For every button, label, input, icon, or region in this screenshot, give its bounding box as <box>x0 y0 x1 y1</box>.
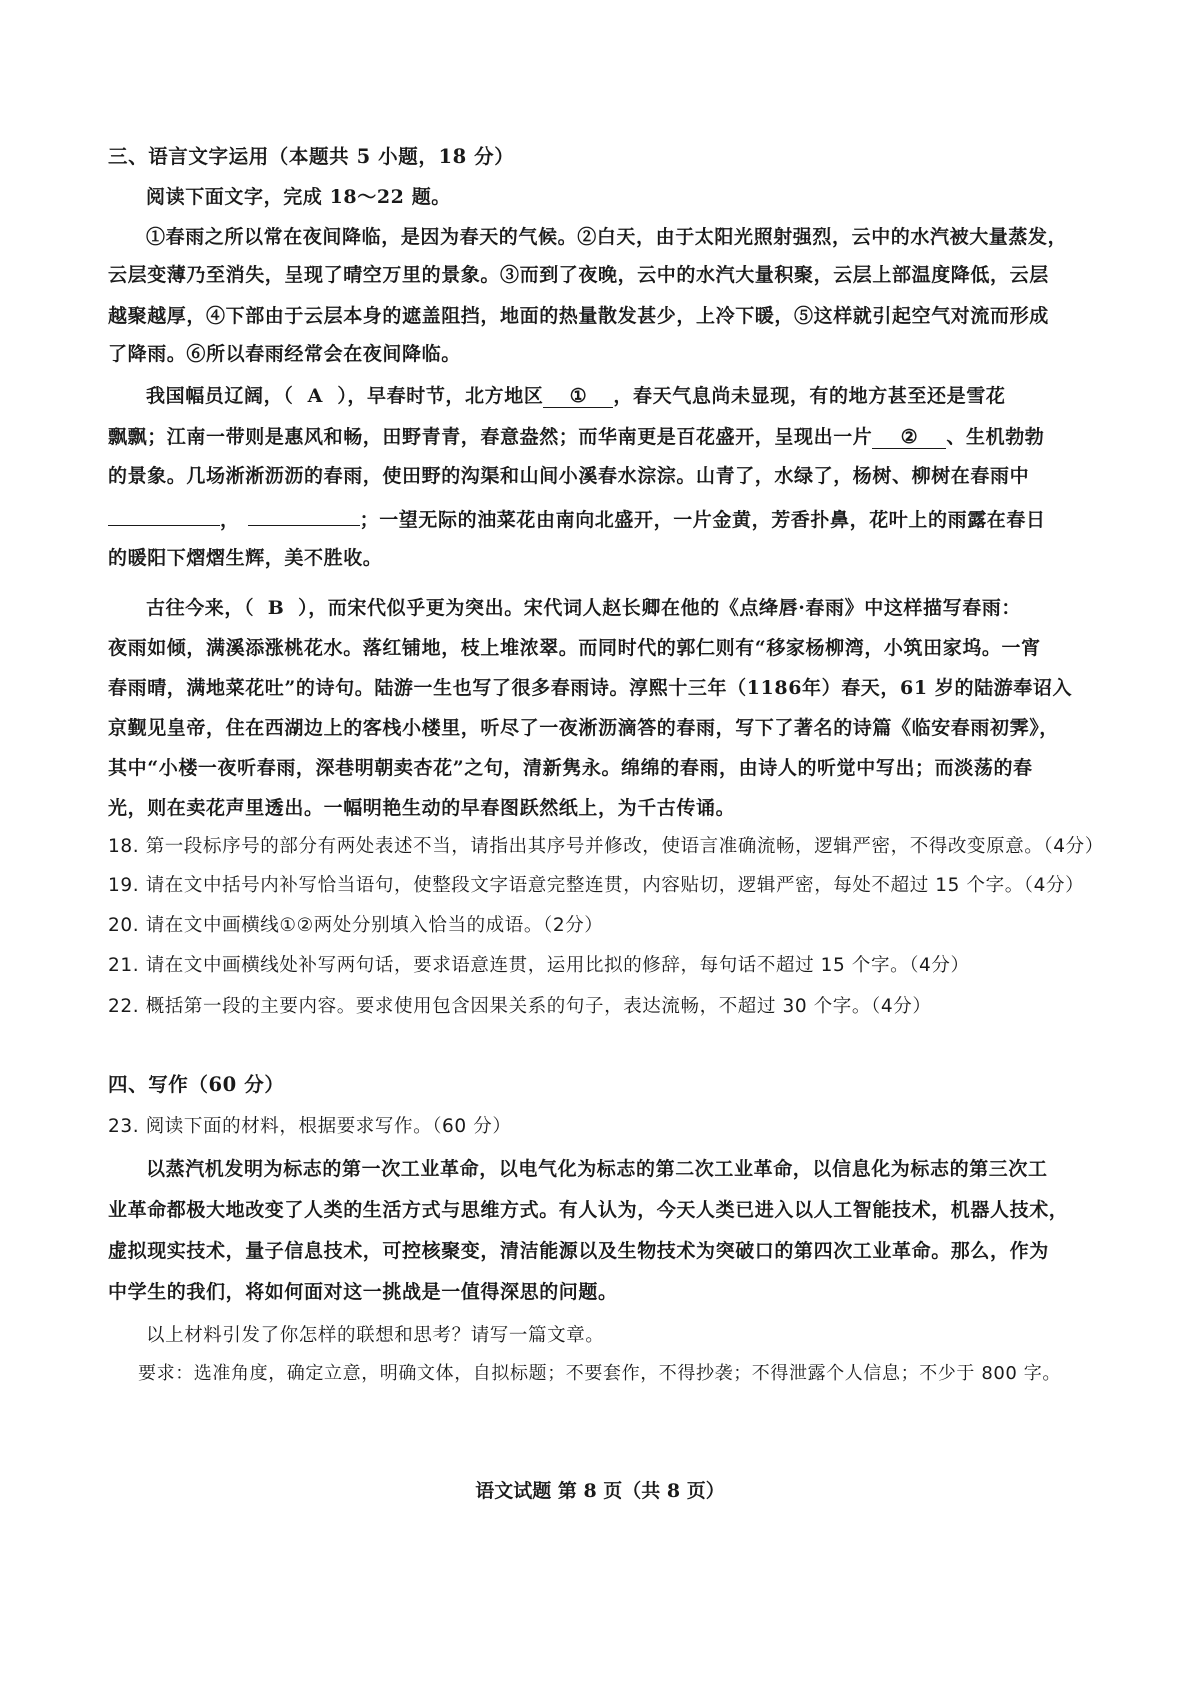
para2-text-f: ；一望无际的油菜花由南向北盛开，一片金黄，芳香扑鼻，花叶上的雨露在春日 <box>359 509 1046 531</box>
para2-line-2 <box>108 423 1148 451</box>
blank-label-b: B <box>267 597 285 619</box>
question-21: 21. 请在文中画横线处补写两句话，要求语意连贯，运用比拟的修辞，每句话不超过 15 个字。（4分） <box>108 955 970 976</box>
para2-line-5: 的暖阳下熠熠生辉，美不胜收。 <box>108 547 383 569</box>
writing-prompt: 以上材料引发了你怎样的联想和思考？请写一篇文章。 <box>146 1325 605 1346</box>
para3-text-b: ），而宋代似乎更为突出。宋代词人赵长卿在他的《点绛唇·春雨》中这样描写春雨： <box>298 597 1022 619</box>
blank-1: ① <box>543 385 613 408</box>
para2-text-a: 我国幅员辽阔，（ <box>146 385 294 407</box>
question-18: 18. 第一段标序号的部分有两处表述不当，请指出其序号并修改，使语言准确流畅，逻辑严密，不得改变原意。（4分） <box>108 836 1104 857</box>
para3-line-5: 其中“小楼一夜听春雨，深巷明朝卖杏花”之句，清新隽永。绵绵的春雨，由诗人的听觉中写出；而淡荡的春 <box>108 757 1033 779</box>
blank-2: ② <box>872 426 946 449</box>
material-line-3: 虚拟现实技术，量子信息技术，可控核聚变，清洁能源以及生物技术为突破口的第四次工业革命。那么，作为 <box>108 1240 1049 1262</box>
page-footer: 语文试题 第 8 页（共 8 页） <box>475 1480 725 1502</box>
para2-text-c: ，春天气息尚未显现，有的地方甚至还是雪花 <box>613 385 1006 407</box>
para2-line-4 <box>108 503 1148 534</box>
para3-line-4: 京觐见皇帝，住在西湖边上的客栈小楼里，听尽了一夜淅沥滴答的春雨，写下了著名的诗篇《临安春雨初霁》， <box>108 717 1059 739</box>
para1-line-1: ①春雨之所以常在夜间降临，是因为春天的气候。②白天，由于太阳光照射强烈，云中的水汽被大量蒸发， <box>146 226 1068 248</box>
material-line-2: 业革命都极大地改变了人类的生活方式与思维方式。有人认为，今天人类已进入以人工智能技术，机器人技术， <box>108 1199 1069 1221</box>
para1-line-4: 了降雨。⑥所以春雨经常会在夜间降临。 <box>108 343 461 365</box>
blank-sentence-1 <box>108 503 220 526</box>
question-19: 19. 请在文中括号内补写恰当语句，使整段文字语意完整连贯，内容贴切，逻辑严密，每处不超过 15 个字。（4分） <box>108 875 1085 896</box>
blank-sentence-2 <box>248 503 360 526</box>
para2-line-3: 的景象。几场淅淅沥沥的春雨，使田野的沟渠和山间小溪春水淙淙。山青了，水绿了，杨树、柳树在春雨中 <box>108 465 1030 487</box>
para3-line-2: 夜雨如倾，满溪添涨桃花水。落红铺地，枝上堆浓翠。而同时代的郭仁则有“移家杨柳湾，小筑田家坞。一宵 <box>108 637 1041 659</box>
section4-heading: 四、写作（60 分） <box>108 1073 285 1096</box>
question-20: 20. 请在文中画横线①②两处分别填入恰当的成语。（2分） <box>108 915 604 936</box>
blank-separator: ， <box>220 509 240 531</box>
section3-intro: 阅读下面文字，完成 18～22 题。 <box>146 186 451 208</box>
para3-text-a: 古往今来，（ <box>146 597 255 619</box>
material-line-4: 中学生的我们，将如何面对这一挑战是一值得深思的问题。 <box>108 1281 618 1303</box>
para3-line-1 <box>146 594 1186 622</box>
para2-text-b: ），早春时节，北方地区 <box>337 385 544 407</box>
question-23: 23. 阅读下面的材料，根据要求写作。（60 分） <box>108 1116 512 1137</box>
para1-line-3: 越聚越厚，④下部由于云层本身的遮盖阻挡，地面的热量散发甚少，上冷下暖，⑤这样就引起空气对流而形成 <box>108 305 1049 327</box>
section3-heading: 三、语言文字运用（本题共 5 小题，18 分） <box>108 145 515 168</box>
material-line-1: 以蒸汽机发明为标志的第一次工业革命，以电气化为标志的第二次工业革命，以信息化为标志的第三次工 <box>146 1158 1048 1180</box>
para1-line-2: 云层变薄乃至消失，呈现了晴空万里的景象。③而到了夜晚，云中的水汽大量积聚，云层上部温度降低，云层 <box>108 264 1049 286</box>
para2-text-d: 飘飘；江南一带则是惠风和畅，田野青青，春意盎然；而华南更是百花盛开，呈现出一片 <box>108 426 873 448</box>
blank-label-a: A <box>307 385 323 407</box>
para2-line-1 <box>146 382 1186 410</box>
para3-line-6: 光，则在卖花声里透出。一幅明艳生动的早春图跃然纸上，为千古传诵。 <box>108 797 736 819</box>
para2-text-e: 、生机勃勃 <box>946 426 1045 448</box>
question-22: 22. 概括第一段的主要内容。要求使用包含因果关系的句子，表达流畅，不超过 30 个字。（4分） <box>108 996 932 1017</box>
para3-line-3: 春雨晴，满地菜花吐”的诗句。陆游一生也写了很多春雨诗。淳熙十三年（1186年）春天，61 岁的陆游奉诏入 <box>108 677 1073 699</box>
writing-requirements: 要求：选准角度，确定立意，明确文体，自拟标题；不要套作，不得抄袭；不得泄露个人信息；不少于 800 字。 <box>138 1363 1061 1384</box>
